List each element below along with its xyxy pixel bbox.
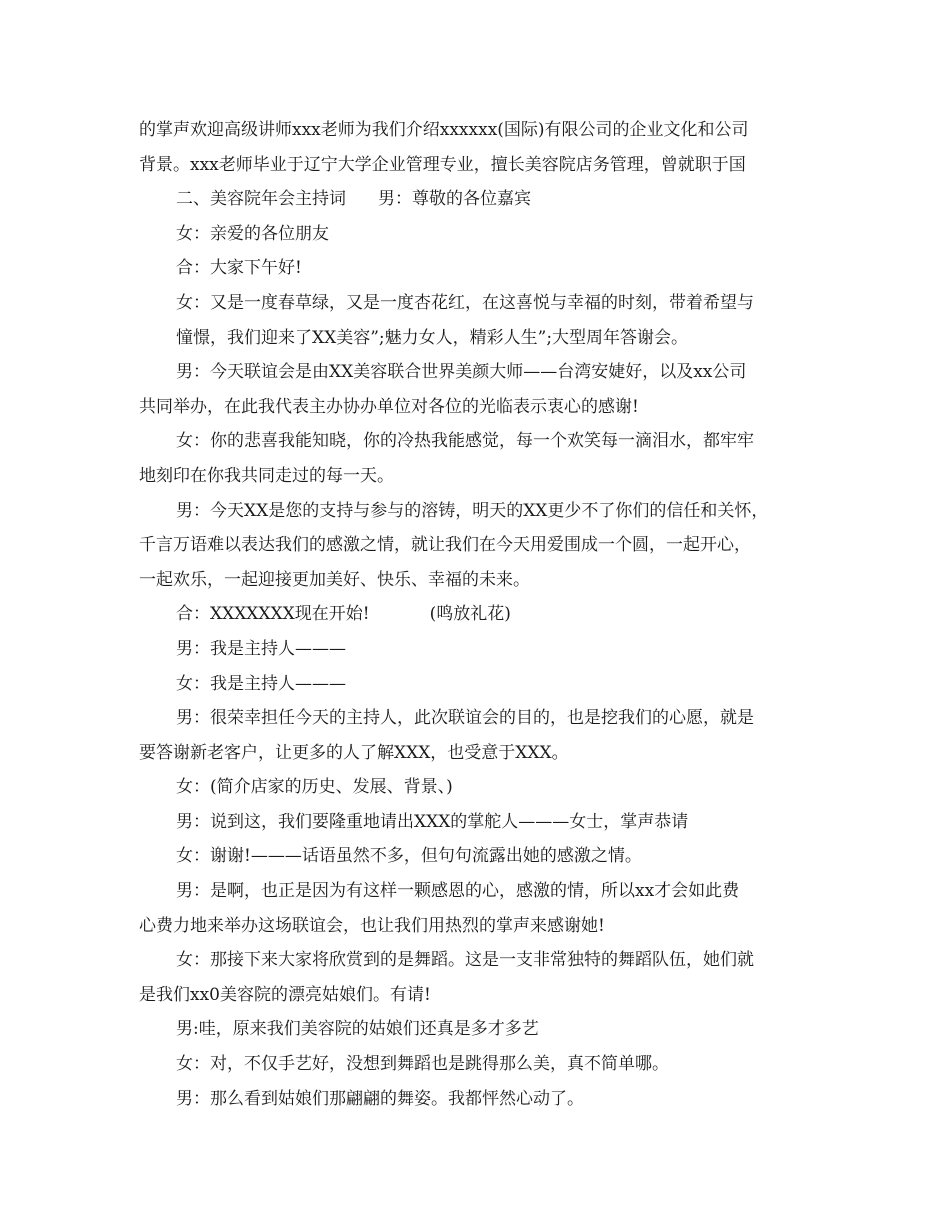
text-line: 千言万语难以表达我们的感激之情，就让我们在今天用爱围成一个圆，一起开心，: [139, 535, 751, 556]
stage-direction: (鸣放礼花): [429, 604, 511, 625]
dialogue-line: 女：谢谢!———话语虽然不多，但句句流露出她的感激之情。: [176, 846, 642, 867]
section-line: [139, 182, 829, 217]
section-heading: 二、美容院年会主持词: [176, 189, 346, 210]
dialogue-line: 女：对，不仅手艺好，没想到舞蹈也是跳得那么美，真不简单哪。: [176, 1054, 669, 1075]
dialogue-line: 男：那么看到姑娘们那翩翩的舞姿。我都怦然心动了。: [176, 1088, 584, 1109]
text-line: 要答谢新老客户，让更多的人了解XXX，也受意于XXX。: [139, 742, 569, 763]
dialogue-line: 男:哇，原来我们美容院的姑娘们还真是多才多艺: [176, 1019, 539, 1040]
dialogue-line: 女：(简介店家的历史、发展、背景、): [176, 777, 453, 798]
dialogue-line: 女：那接下来大家将欣赏到的是舞蹈。这是一支非常独特的舞蹈队伍，她们就: [176, 950, 754, 971]
dialogue-text: 合：XXXXXXX现在开始!: [176, 604, 370, 625]
dialogue-line: 女：我是主持人———: [176, 673, 346, 694]
document-body: [139, 113, 829, 1116]
dialogue-line: 男：今天联谊会是由XX美容联合世界美颜大师——台湾安婕好，以及xx公司: [176, 362, 747, 383]
dialogue-line: 女：又是一度春草绿，又是一度杏花红，在这喜悦与幸福的时刻，带着希望与: [176, 292, 754, 313]
dialogue-text: 男：尊敬的各位嘉宾: [378, 189, 531, 210]
dialogue-line: 男：是啊，也正是因为有这样一颗感恩的心，感激的情，所以xx才会如此费: [176, 881, 740, 902]
text-line: 的掌声欢迎高级讲师xxx老师为我们介绍xxxxxx(国际)有限公司的企业文化和公司: [139, 120, 749, 140]
text-line: 共同举办，在此我代表主办协办单位对各位的光临表示衷心的感谢!: [139, 396, 639, 417]
dialogue-line: 女：亲爱的各位朋友: [176, 223, 329, 244]
dialogue-line: [139, 597, 829, 632]
dialogue-line: 女：你的悲喜我能知晓，你的冷热我能感觉，每一个欢笑每一滴泪水，都牢牢: [176, 431, 754, 452]
dialogue-line: 合：大家下午好!: [176, 258, 302, 279]
dialogue-line: 男：今天XX是您的支持与参与的溶铸，明天的XX更少不了你们的信任和关怀，: [176, 500, 769, 521]
text-line: 心费力地来举办这场联谊会，也让我们用热烈的掌声来感谢她!: [139, 915, 605, 936]
text-line: 憧憬，我们迎来了XX美容”;魅力女人，精彩人生”;大型周年答谢会。: [176, 327, 689, 348]
text-line: 是我们xx0美容院的漂亮姑娘们。有请!: [139, 984, 431, 1005]
dialogue-line: 男：说到这，我们要隆重地请出XXX的掌舵人———女士，掌声恭请: [176, 811, 689, 832]
text-line: 地刻印在你我共同走过的每一天。: [139, 465, 394, 486]
dialogue-line: 男：很荣幸担任今天的主持人，此次联谊会的目的，也是挖我们的心愿，就是: [176, 708, 754, 729]
text-line: 背景。xxx老师毕业于辽宁大学企业管理专业，擅长美容院店务管理，曾就职于国: [139, 154, 746, 175]
dialogue-line: 男：我是主持人———: [176, 638, 346, 659]
text-line: 一起欢乐，一起迎接更加美好、快乐、幸福的未来。: [139, 569, 530, 590]
